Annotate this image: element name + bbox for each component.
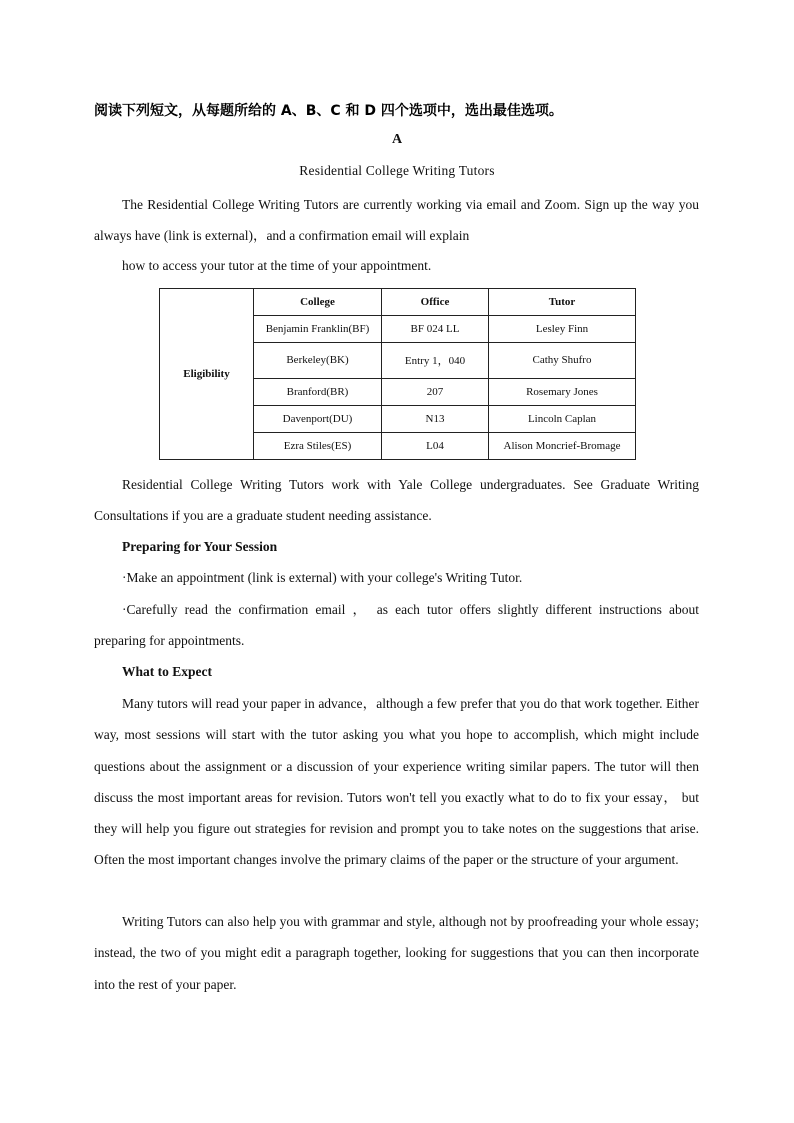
preparing-heading: Preparing for Your Session <box>122 539 278 554</box>
tutor-cell: Lincoln Caplan <box>489 405 636 432</box>
bullet-make-appointment: ·Make an appointment (link is external) with your college's Writing Tutor. <box>122 570 523 585</box>
expect-heading: What to Expect <box>122 664 212 679</box>
grammar-paragraph: Writing Tutors can also help you with grammar and style, although not by proofreading your whole essay; instead, the two of you might edit a paragraph together, looking for suggestions that you can then incorporate into the rest of your paper. <box>94 914 699 992</box>
intro-continuation: how to access your tutor at the time of your appointment. <box>122 258 432 273</box>
eligibility-paragraph: Residential College Writing Tutors work with Yale College undergraduates. See Graduate Writing Consultations if you are a graduate student needing assistance. <box>94 477 699 524</box>
tutor-cell: Lesley Finn <box>489 316 636 343</box>
college-cell: Branford(BR) <box>254 378 382 405</box>
instruction: 阅读下列短文，从每题所给的 A、B、C 和 D 四个选项中，选出最佳选项。 <box>94 103 563 119</box>
office-cell: BF 024 LL <box>382 316 489 343</box>
column-header-tutor: Tutor <box>489 289 636 316</box>
tutor-table <box>159 288 636 460</box>
office-cell: N13 <box>382 405 489 432</box>
office-cell: Entry 1，040 <box>382 343 489 378</box>
college-cell: Ezra Stiles(ES) <box>254 432 382 459</box>
office-cell: L04 <box>382 432 489 459</box>
tutor-cell: Rosemary Jones <box>489 378 636 405</box>
college-cell: Benjamin Franklin(BF) <box>254 316 382 343</box>
table-header-row <box>160 289 636 316</box>
intro-paragraph: The Residential College Writing Tutors are currently working via email and Zoom. Sign up the way you always have (link is external)，and a confirmation email will explain <box>94 197 699 244</box>
expect-paragraph: Many tutors will read your paper in advance，although a few prefer that you do that work together. Either way, most sessions will start with the tutor asking you what you hope to accomplish, which might include questions about the assignment or a discussion of your experience writing similar papers. The tutor will then discuss the most important areas for revision. Tutors won't tell you exactly what to do to fix your essay， but they will help you figure out strategies for revision and prompt you to take notes on the suggestions that arise. Often the most important changes involve the primary claims of the paper or the structure of your argument. <box>94 696 699 868</box>
college-cell: Davenport(DU) <box>254 405 382 432</box>
bullet-read-confirmation: ·Carefully read the confirmation email ， as each tutor offers slightly different instructions about preparing for appointments. <box>94 602 699 649</box>
column-header-office: Office <box>382 289 489 316</box>
eligibility-cell: Eligibility <box>160 289 254 460</box>
passage-title: Residential College Writing Tutors <box>299 163 495 178</box>
section-letter: A <box>391 132 403 147</box>
college-cell: Berkeley(BK) <box>254 343 382 378</box>
tutor-cell: Cathy Shufro <box>489 343 636 378</box>
office-cell: 207 <box>382 378 489 405</box>
tutor-cell: Alison Moncrief-Bromage <box>489 432 636 459</box>
column-header-college: College <box>254 289 382 316</box>
